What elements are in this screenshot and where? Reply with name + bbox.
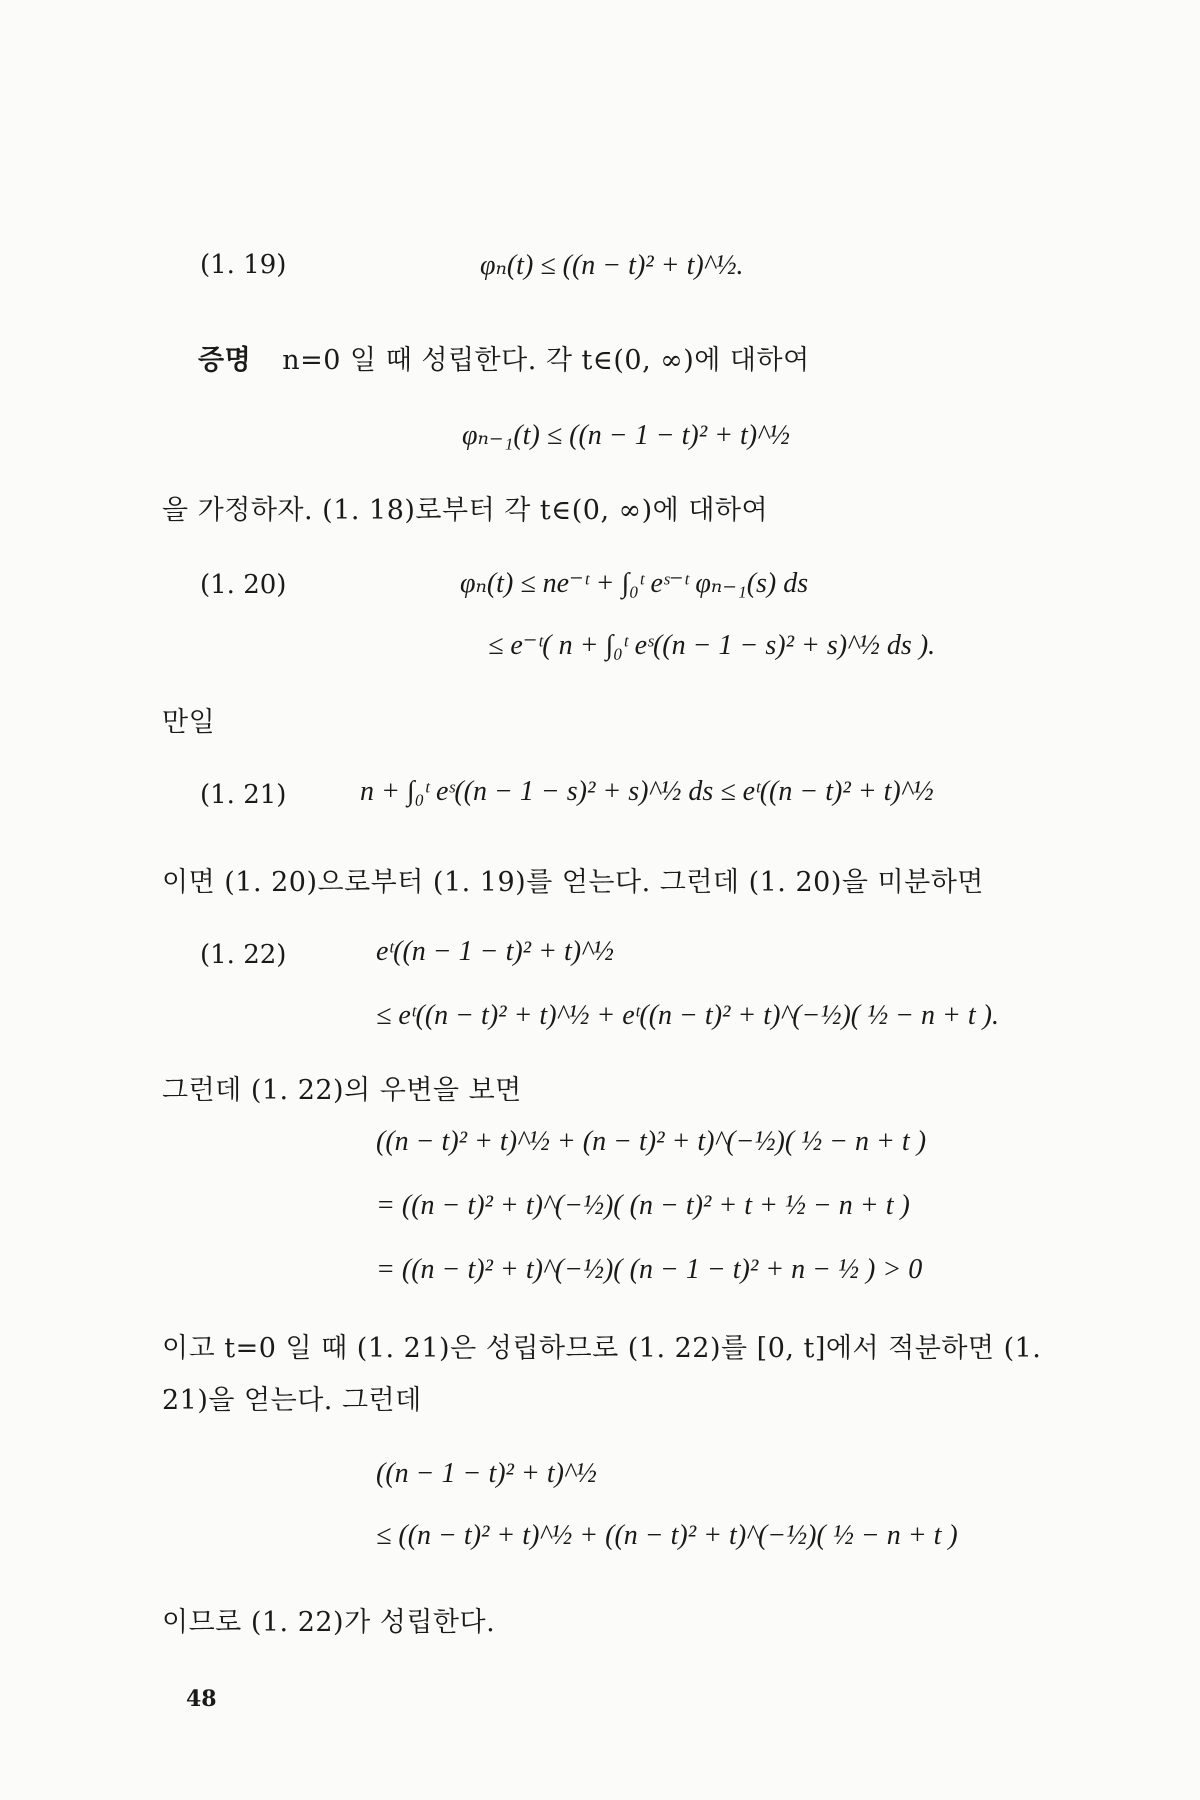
proof-line-2: 을 가정하자. (1. 18)로부터 각 t∈(0, ∞)에 대하여 [162, 495, 769, 526]
proof-text: n=0 일 때 성립한다. 각 t∈(0, ∞)에 대하여 [282, 345, 810, 376]
proof-line-1 [198, 338, 810, 377]
conclusion: 이므로 (1. 22)가 성립한다. [162, 1607, 496, 1638]
paragraph-integrate-line-2: 21)을 얻는다. 그런데 [162, 1385, 422, 1416]
equation-number: (1. 19) [200, 250, 287, 280]
equation-1-19: φₙ(t) ≤ ((n − t)² + t)^½. [480, 250, 744, 281]
equation-number: (1. 22) [200, 940, 287, 970]
rhs-line-1: ((n − t)² + t)^½ + (n − t)² + t)^(−½)( ½ − n + t ) [376, 1126, 927, 1157]
proof-heading: 증명 [198, 345, 252, 376]
equation-1-22-line-2: ≤ eᵗ((n − t)² + t)^½ + eᵗ((n − t)² + t)^(−½)( ½ − n + t ). [376, 1000, 999, 1031]
inequality-line-2: ≤ ((n − t)² + t)^½ + ((n − t)² + t)^(−½)( ½ − n + t ) [376, 1520, 958, 1551]
paragraph-differentiate: 이면 (1. 20)으로부터 (1. 19)를 얻는다. 그런데 (1. 20)을 미분하면 [162, 867, 984, 898]
equation-number: (1. 21) [200, 780, 287, 810]
equation-number: (1. 20) [200, 570, 287, 600]
equation-1-21: n + ∫₀ᵗ eˢ((n − 1 − s)² + s)^½ ds ≤ eᵗ((n − t)² + t)^½ [360, 776, 934, 807]
equation-1-20-line-1: φₙ(t) ≤ ne⁻ᵗ + ∫₀ᵗ eˢ⁻ᵗ φₙ₋₁(s) ds [460, 568, 809, 599]
paragraph-integrate-line-1: 이고 t=0 일 때 (1. 21)은 성립하므로 (1. 22)를 [0, t]에서 적분하면 (1. [162, 1333, 1042, 1364]
paragraph-rhs: 그런데 (1. 22)의 우변을 보면 [162, 1075, 522, 1106]
equation-1-20-line-2: ≤ e⁻ᵗ( n + ∫₀ᵗ eˢ((n − 1 − s)² + s)^½ ds ). [488, 630, 936, 661]
rhs-line-3: = ((n − t)² + t)^(−½)( (n − 1 − t)² + n − ½ ) > 0 [376, 1254, 923, 1285]
inequality-line-1: ((n − 1 − t)² + t)^½ [376, 1458, 597, 1489]
rhs-line-2: = ((n − t)² + t)^(−½)( (n − t)² + t + ½ − n + t ) [376, 1190, 910, 1221]
text-if: 만일 [162, 707, 216, 738]
induction-assumption: φₙ₋₁(t) ≤ ((n − 1 − t)² + t)^½ [462, 420, 790, 451]
equation-1-22-line-1: eᵗ((n − 1 − t)² + t)^½ [376, 936, 614, 967]
page-number: 48 [186, 1686, 217, 1712]
